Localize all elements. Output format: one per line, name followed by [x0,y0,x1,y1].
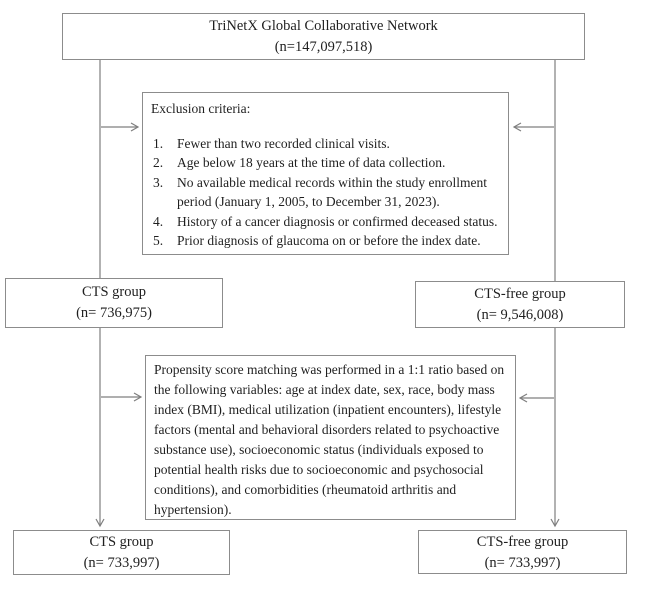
exclusion-item-4-text: History of a cancer diagnosis or confirmed deceased status. [177,213,498,229]
cts-free-group-matched-count: (n= 733,997) [484,555,561,571]
cts-group-label: CTS group [81,284,147,300]
top-box [62,13,585,60]
cts-free-group-label: CTS-free group [474,286,566,302]
cts-free-group-matched-box [418,530,627,574]
cts-free-group-count: (n= 9,546,008) [476,307,564,323]
top-box-count: (n=147,097,518) [274,39,373,55]
exclusion-item-5-number: 5. [153,233,164,248]
cts-group-matched-count: (n= 733,997) [83,555,160,571]
cts-free-group-box [415,281,625,328]
cts-group-matched-label: CTS group [89,534,154,550]
propensity-matching-box [145,355,516,520]
exclusion-item-4 [151,212,500,232]
propensity-matching-text: Propensity score matching was performed in a 1:1 ratio based on the following variables: age at index date, sex, race, body mass index (BMI), medical utilization (inpatient encounters), lifestyle factors (mental and behavioral disorders related to psychoactive substance use), socioeconomic status (individuals exposed to potential health risks due to socioeconomic and psychosocial conditions), and comorbidities (rheumatoid arthritis and hypertension). [154,362,505,517]
cts-group-box [5,278,223,328]
exclusion-item-3-text: No available medical records within the study enrollment period (January 1, 2005, to December 31, 2023). [177,174,488,209]
exclusion-item-3 [151,173,500,212]
exclusion-item-5-text: Prior diagnosis of glaucoma on or before the index date. [177,233,481,248]
exclusion-item-4-number: 4. [153,213,164,229]
exclusion-title: Exclusion criteria: [151,101,251,116]
exclusion-item-1-text: Fewer than two recorded clinical visits. [177,135,390,151]
top-box-title: TriNetX Global Collaborative Network [209,18,438,34]
cts-free-group-matched-label: CTS-free group [476,534,569,550]
exclusion-item-1 [151,134,500,154]
exclusion-criteria-box [142,92,509,255]
exclusion-item-2-number: 2. [153,155,164,170]
exclusion-item-2 [151,153,500,173]
exclusion-item-1-number: 1. [153,135,164,151]
cts-group-matched-box [13,530,230,575]
cts-group-count: (n= 736,975) [76,305,152,321]
exclusion-item-2-text: Age below 18 years at the time of data collection. [177,155,446,170]
exclusion-item-5 [151,231,500,251]
exclusion-item-3-number: 3. [153,174,164,190]
